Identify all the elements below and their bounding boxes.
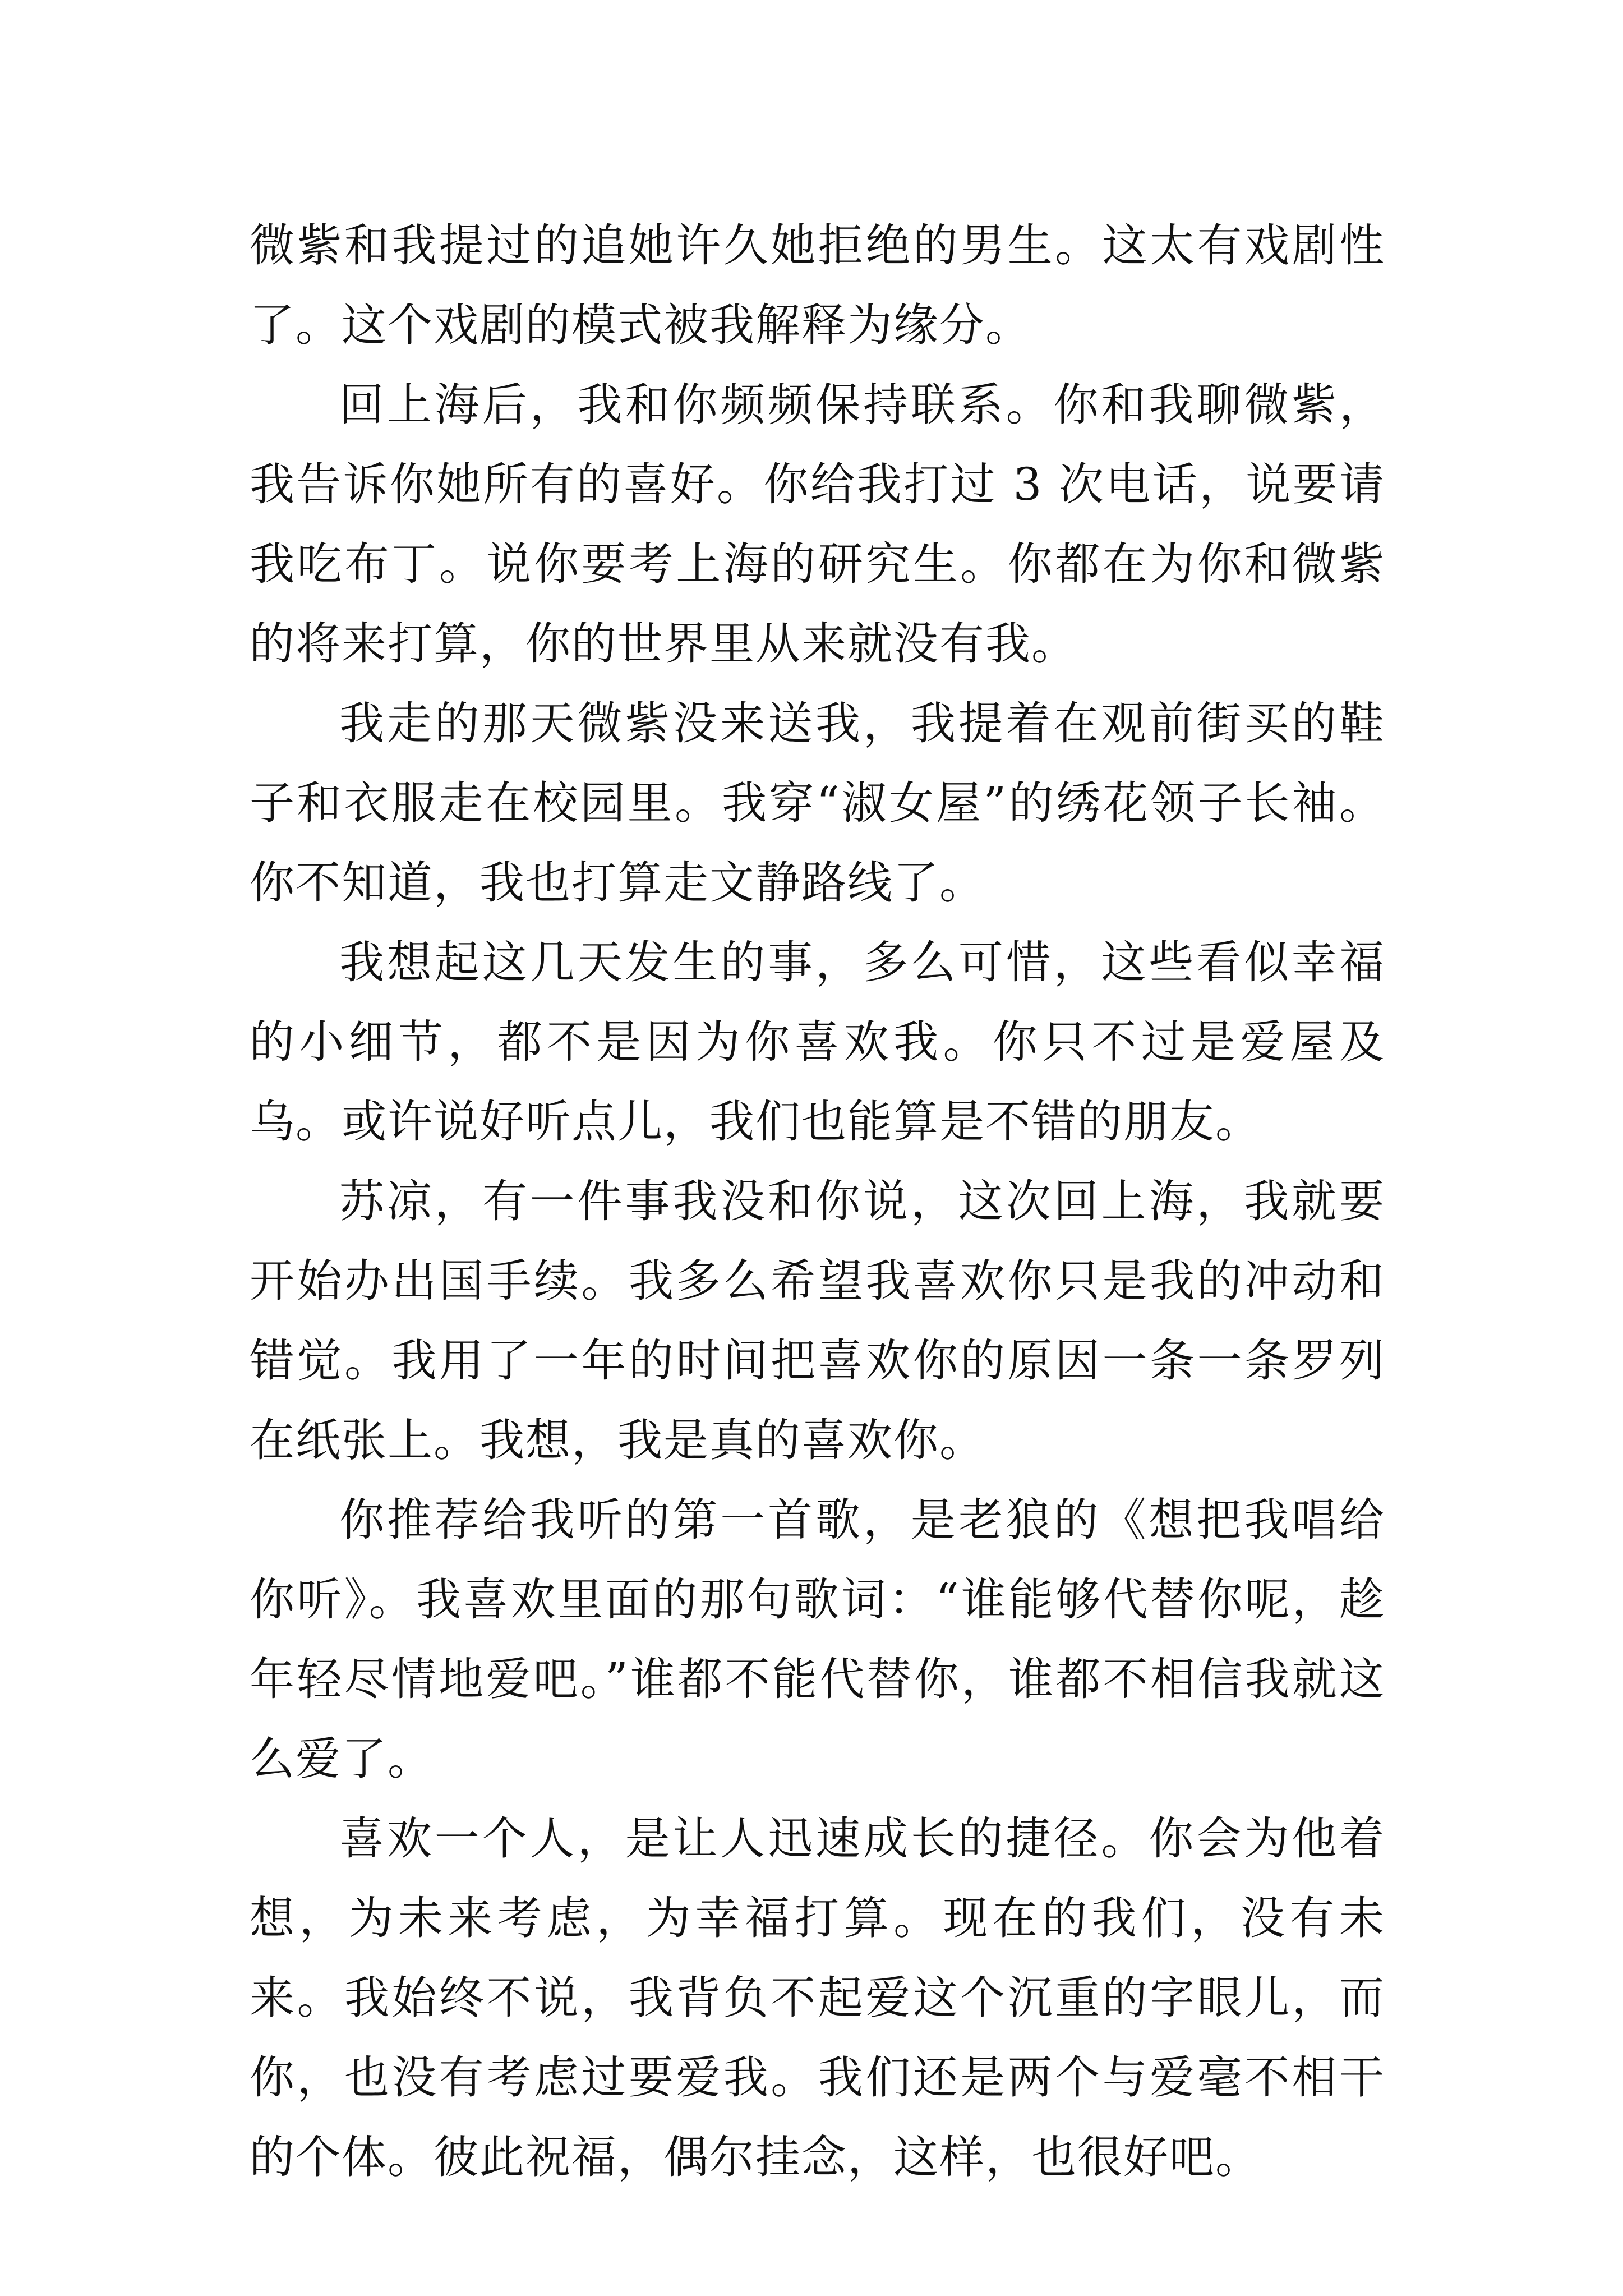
paragraph: 回上海后，我和你频频保持联系。你和我聊微紫，我告诉你她所有的喜好。你给我打过 3 次电话，说要请我吃布丁。说你要考上海的研究生。你都在为你和微紫的将来打算，你的世界里从来就没有我。 [250, 379, 1385, 670]
body-text [250, 206, 1385, 2197]
paragraph: 我走的那天微紫没来送我，我提着在观前街买的鞋子和衣服走在校园里。我穿“淑女屋”的绣花领子长袖。你不知道，我也打算走文静路线了。 [250, 697, 1385, 909]
paragraph: 我想起这几天发生的事，多么可惜，这些看似幸福的小细节，都不是因为你喜欢我。你只不过是爱屋及乌。或许说好听点儿，我们也能算是不错的朋友。 [250, 936, 1385, 1148]
paragraph: 喜欢一个人，是让人迅速成长的捷径。你会为他着想，为未来考虑，为幸福打算。现在的我们，没有未来。我始终不说，我背负不起爱这个沉重的字眼儿，而你，也没有考虑过要爱我。我们还是两个与爱毫不相干的个体。彼此祝福，偶尔挂念，这样，也很好吧。 [250, 1812, 1385, 2183]
paragraph: 苏凉，有一件事我没和你说，这次回上海，我就要开始办出国手续。我多么希望我喜欢你只是我的冲动和错觉。我用了一年的时间把喜欢你的原因一条一条罗列在纸张上。我想，我是真的喜欢你。 [250, 1175, 1385, 1466]
paragraph-continued: 微紫和我提过的追她许久她拒绝的男生。这太有戏剧性了。这个戏剧的模式被我解释为缘分。 [250, 219, 1385, 351]
paragraph: 你推荐给我听的第一首歌，是老狼的《想把我唱给你听》。我喜欢里面的那句歌词：“谁能够代替你呢，趁年轻尽情地爱吧。”谁都不能代替你，谁都不相信我就这么爱了。 [250, 1494, 1385, 1785]
